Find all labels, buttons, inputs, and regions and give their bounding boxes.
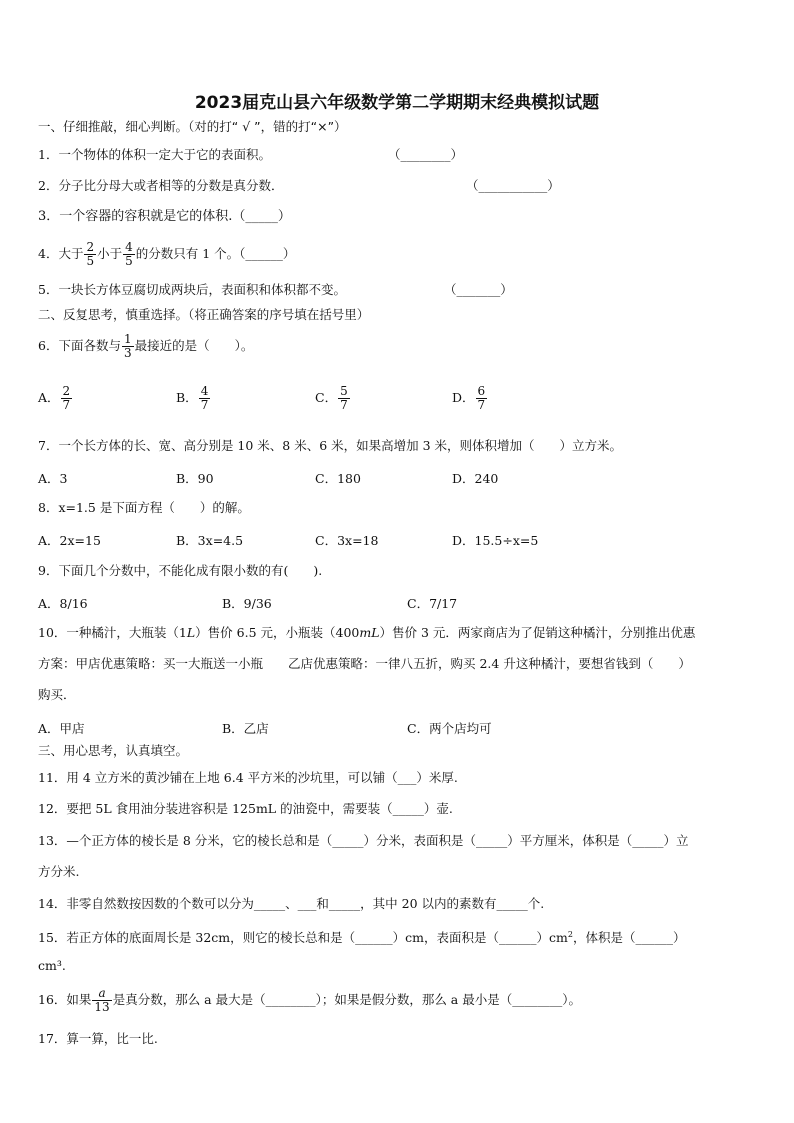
question-6-pre: 6．下面各数与 — [38, 338, 121, 353]
option-fraction — [338, 385, 350, 412]
section-1-heading: 一、仔细推敲，细心判断。（对的打“ √ ”，错的打“×”） — [38, 119, 347, 134]
fraction-numerator: 6 — [477, 384, 486, 398]
option-c: C．180 — [315, 471, 361, 486]
option-d — [452, 380, 488, 416]
q10-text: 10．一种橘汁，大瓶装（1 — [38, 625, 187, 640]
q16-pre: 16．如果 — [38, 992, 92, 1007]
question-5-text: 5．一块长方体豆腐切成两块后，表面积和体积都不变。 — [38, 282, 346, 297]
option-d: D．240 — [452, 471, 499, 486]
question-10-line-1 — [38, 625, 695, 641]
fraction-numerator: 2 — [62, 384, 71, 398]
section-2-heading: 二、反复思考，慎重选择。（将正确答案的序号填在括号里） — [38, 307, 370, 322]
option-label: C． — [315, 390, 338, 405]
question-8: 8．x=1.5 是下面方程（ ）的解。 — [38, 500, 250, 515]
superscript: 2 — [567, 930, 573, 939]
question-10-line-3: 购买． — [38, 687, 76, 702]
option-fraction — [476, 385, 488, 412]
option-b: B．90 — [176, 471, 214, 486]
fraction-numerator: 4 — [125, 240, 133, 254]
fraction-denominator: 13 — [94, 1000, 110, 1014]
q16-post: 是真分数，那么 a 最大是（________）；如果是假分数，那么 a 最小是（________）。 — [112, 992, 581, 1007]
question-5-blank: （_______） — [444, 282, 513, 297]
question-4 — [38, 236, 295, 272]
fraction-a-13 — [92, 987, 111, 1014]
question-15-line-2: cm³. — [38, 958, 66, 973]
question-13-line-2: 方分米. — [38, 864, 80, 879]
question-3: 3．一个容器的容积就是它的体积.（_____） — [38, 209, 291, 224]
fraction-denominator: 7 — [200, 398, 209, 412]
q15-text: ，体积是（______） — [572, 930, 686, 946]
option-a — [38, 380, 73, 416]
question-14: 14．非零自然数按因数的个数可以分为_____、___和_____，其中 20 以内的素数有_____个. — [38, 896, 545, 911]
q10-unit: L — [186, 625, 196, 640]
option-fraction — [199, 385, 211, 412]
fraction-denominator: 5 — [86, 254, 95, 268]
option-c: C．7/17 — [407, 596, 458, 611]
question-16 — [38, 982, 581, 1018]
q10-text: ）售价 6.5 元，小瓶装（400 — [195, 625, 360, 640]
fraction-numerator: 4 — [200, 384, 209, 398]
option-b: B．乙店 — [222, 721, 269, 736]
fraction-denominator: 7 — [340, 398, 348, 412]
fraction-numerator: 1 — [123, 332, 132, 346]
question-15-line-1 — [38, 927, 685, 946]
fraction-denominator: 7 — [477, 398, 486, 412]
question-4-mid: 小于 — [97, 246, 123, 261]
question-13-line-1: 13．—个正方体的棱长是 8 分米，它的棱长总和是（_____）分米，表面积是（_____）平方厘米，体积是（_____）立 — [38, 833, 689, 848]
question-6 — [38, 328, 253, 364]
q10-unit: mL — [359, 625, 380, 640]
fraction-denominator: 7 — [62, 398, 71, 412]
fraction-2-5 — [84, 241, 96, 268]
option-c: C．3x=18 — [315, 533, 379, 548]
question-2-text: 2．分子比分母大或者相等的分数是真分数． — [38, 178, 284, 193]
fraction-numerator: a — [98, 986, 106, 1000]
question-4-post: 的分数只有 1 个。（______） — [135, 246, 296, 261]
fraction-denominator: 3 — [123, 346, 132, 360]
q10-text: ）售价 3 元．两家商店为了促销这种橘汁，分别推出优惠 — [379, 625, 696, 640]
question-2 — [38, 178, 283, 194]
question-5 — [38, 282, 346, 298]
question-9: 9．下面几个分数中，不能化成有限小数的有( ). — [38, 563, 323, 578]
question-1 — [38, 147, 271, 163]
question-1-blank: （________） — [388, 147, 464, 162]
option-label: A． — [38, 390, 60, 405]
question-4-pre: 4．大于 — [38, 246, 84, 261]
question-6-post: 最接近的是（ ）。 — [134, 338, 254, 353]
option-a: A．2x=15 — [38, 533, 101, 548]
fraction-numerator: 2 — [86, 240, 95, 254]
option-c — [315, 380, 351, 416]
q15-text: 15．若正方体的底面周长是 32cm，则它的棱长总和是（______）cm，表面积是（______）cm — [38, 930, 568, 946]
option-a: A．甲店 — [38, 721, 85, 736]
question-7: 7．一个长方体的长、宽、高分别是 10 米、8 米、6 米，如果高增加 3 米，则体积增加（ ）立方米。 — [38, 438, 623, 453]
option-label: D． — [452, 390, 475, 405]
option-c: C．两个店均可 — [407, 721, 492, 736]
fraction-numerator: 5 — [340, 384, 348, 398]
option-b: B．9/36 — [222, 596, 272, 611]
page-title: 2023届克山县六年级数学第二学期期末经典模拟试题 — [194, 93, 600, 113]
fraction-1-3 — [122, 333, 134, 360]
question-10-line-2: 方案：甲店优惠策略：买一大瓶送一小瓶 乙店优惠策略：一律八五折，购买 2.4 升这种橘汁，要想省钱到（ ） — [38, 656, 691, 671]
question-11: 11．用 4 立方米的黄沙铺在上地 6.4 平方米的沙坑里，可以铺（___）米厚. — [38, 770, 458, 785]
question-17: 17．算一算，比一比. — [38, 1031, 158, 1046]
fraction-denominator: 5 — [125, 254, 133, 268]
section-3-heading: 三、用心思考，认真填空。 — [38, 743, 189, 758]
question-12: 12．要把 5L 食用油分装进容积是 125mL 的油瓷中，需要装（_____）壶. — [38, 801, 453, 816]
option-a: A．3 — [38, 471, 68, 486]
question-1-text: 1．一个物体的体积一定大于它的表面积。 — [38, 147, 271, 162]
option-b — [176, 380, 211, 416]
option-label: B． — [176, 390, 198, 405]
fraction-4-5 — [123, 241, 135, 268]
option-b: B．3x=4.5 — [176, 533, 244, 548]
option-fraction — [61, 385, 73, 412]
option-a: A．8/16 — [38, 596, 88, 611]
option-d: D．15.5÷x=5 — [452, 533, 539, 548]
question-2-blank: （___________） — [466, 178, 560, 193]
